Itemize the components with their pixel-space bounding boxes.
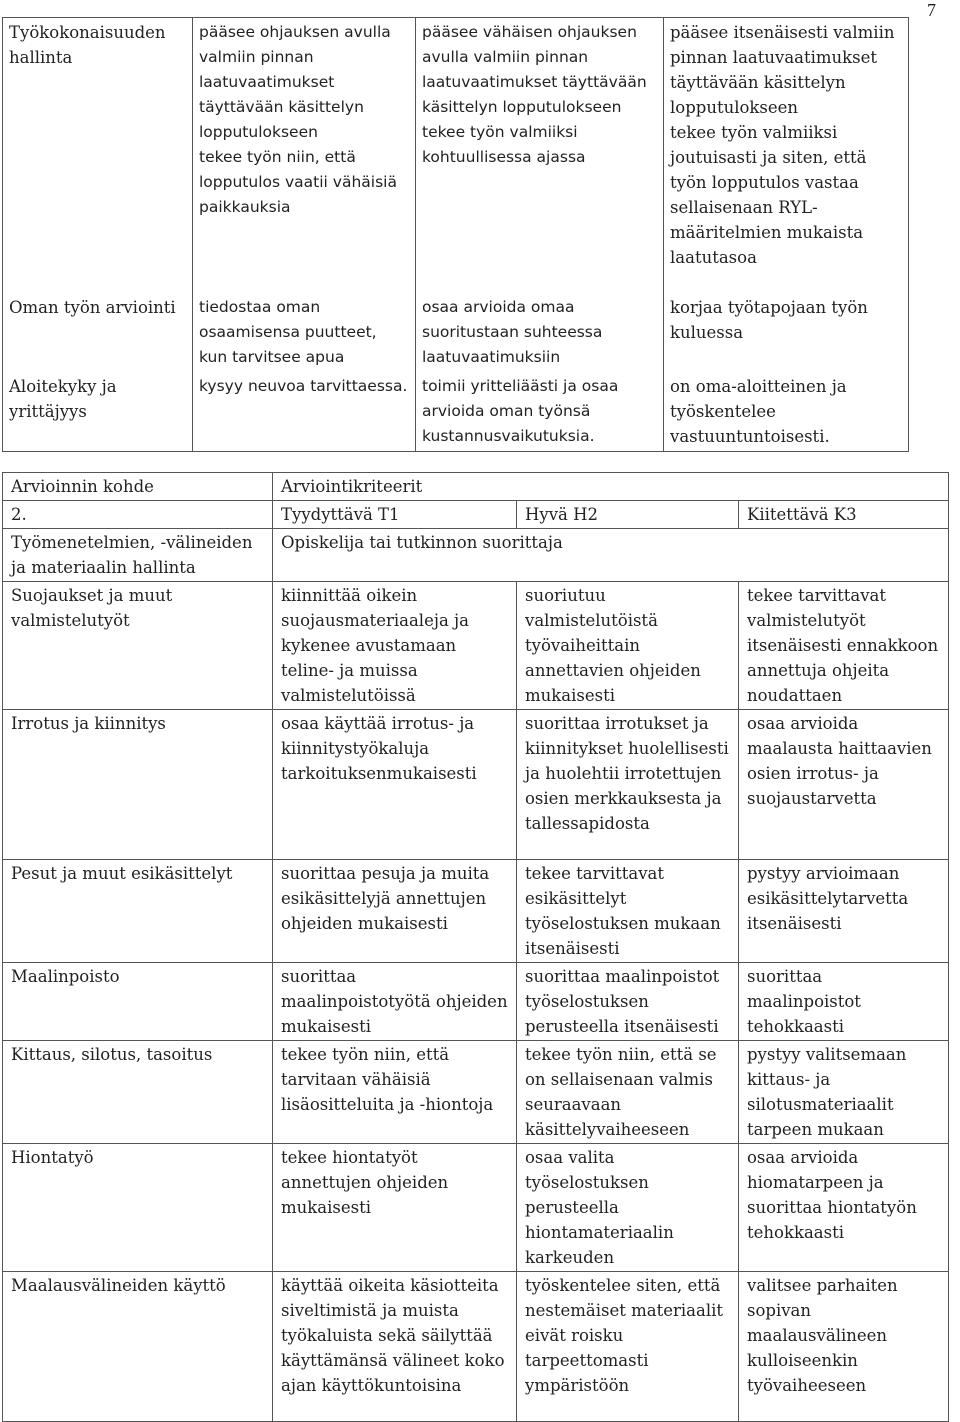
table-row	[3, 1144, 949, 1272]
table-row	[3, 18, 909, 293]
criteria-t1: suorittaa pesuja ja muita esikäsittelyjä annettujen ohjeiden mukaisesti	[273, 860, 517, 963]
criteria-h2: tekee työn niin, että se on sellaisenaan valmis seuraavaan käsittelyvaiheeseen	[517, 1041, 739, 1144]
criteria-k3: pystyy valitsemaan kittaus- ja silotusmateriaalit tarpeen mukaan	[739, 1041, 949, 1144]
criteria-h2: suorittaa irrotukset ja kiinnitykset huolellisesti ja huolehtii irrotettujen osien merkkauksesta ja tallessapidosta	[517, 710, 739, 860]
criteria-t1: tekee hiontatyöt annettujen ohjeiden mukaisesti	[273, 1144, 517, 1272]
grade-k3-header: Kiitettävä K3	[739, 501, 949, 529]
table-row	[3, 582, 949, 710]
row-topic: Irrotus ja kiinnitys	[3, 710, 273, 860]
criteria-t1: kysyy neuvoa tarvittaessa.	[193, 372, 416, 452]
criteria-t1: pääsee ohjauksen avulla valmiin pinnan laatuvaatimukset täyttävään käsittelyn lopputulokseen tekee työn niin, että lopputulos vaatii vähäisiä paikkauksia	[193, 18, 416, 293]
row-topic: Maalinpoisto	[3, 963, 273, 1041]
row-topic: Kittaus, silotus, tasoitus	[3, 1041, 273, 1144]
criteria-h2: osaa valita työselostuksen perusteella hiontamateriaalin karkeuden	[517, 1144, 739, 1272]
row-topic: Aloitekyky ja yrittäjyys	[3, 372, 193, 452]
criteria-h2: tekee tarvittavat esikäsittelyt työselostuksen mukaan itsenäisesti	[517, 860, 739, 963]
header-row	[3, 473, 949, 501]
row-topic: Suojaukset ja muut valmistelutyöt	[3, 582, 273, 710]
row-topic: Maalausvälineiden käyttö	[3, 1272, 273, 1422]
assessment-criteria-header: Arviointikriteerit	[273, 473, 949, 501]
table-row	[3, 710, 949, 860]
criteria-t1: suorittaa maalinpoistotyötä ohjeiden mukaisesti	[273, 963, 517, 1041]
criteria-t1: käyttää oikeita käsiotteita siveltimistä ja muista työkaluista sekä säilyttää käyttämänsä välineet koko ajan käyttökuntoisina	[273, 1272, 517, 1422]
criteria-k3: suorittaa maalinpoistot tehokkaasti	[739, 963, 949, 1041]
table-row	[3, 963, 949, 1041]
criteria-t1: kiinnittää oikein suojausmateriaaleja ja kykenee avustamaan teline- ja muissa valmistelutöissä	[273, 582, 517, 710]
assessment-target-header: Arvioinnin kohde	[3, 473, 273, 501]
criteria-t1: tekee työn niin, että tarvitaan vähäisiä lisäositteluita ja -hiontoja	[273, 1041, 517, 1144]
page-number: 7	[927, 0, 936, 20]
table-row	[3, 1041, 949, 1144]
criteria-k3: pääsee itsenäisesti valmiin pinnan laatuvaatimukset täyttävään käsittelyn lopputulokseen tekee työn valmiiksi joutuisasti ja siten, että työn lopputulos vastaa sellaisenaan RYL-määritelmien mukaista laatutasoa	[664, 18, 909, 293]
row-topic: Oman työn arviointi	[3, 293, 193, 372]
grade-header-row	[3, 501, 949, 529]
criteria-k3: tekee tarvittavat valmistelutyöt itsenäisesti ennakkoon annettuja ohjeita noudattaen	[739, 582, 949, 710]
criteria-h2: suorittaa maalinpoistot työselostuksen perusteella itsenäisesti	[517, 963, 739, 1041]
subject-label: Opiskelija tai tutkinnon suorittaja	[273, 529, 949, 582]
criteria-table-continued	[2, 17, 909, 452]
criteria-table-section-2	[2, 472, 949, 1422]
table-row	[3, 293, 909, 372]
criteria-k3: pystyy arvioimaan esikäsittelytarvetta itsenäisesti	[739, 860, 949, 963]
section-title: Työmenetelmien, -välineiden ja materiaalin hallinta	[3, 529, 273, 582]
row-topic: Työkokonaisuuden hallinta	[3, 18, 193, 293]
criteria-h2: toimii yritteliäästi ja osaa arvioida oman työnsä kustannusvaikutuksia.	[416, 372, 664, 452]
criteria-k3: valitsee parhaiten sopivan maalausvälineen kulloiseenkin työvaiheeseen	[739, 1272, 949, 1422]
criteria-h2: suoriutuu valmistelutöistä työvaiheittain annettavien ohjeiden mukaisesti	[517, 582, 739, 710]
table-row	[3, 372, 909, 452]
criteria-k3: on oma-aloitteinen ja työskentelee vastuuntuntoisesti.	[664, 372, 909, 452]
section-title-row	[3, 529, 949, 582]
table-row	[3, 1272, 949, 1422]
criteria-t1: tiedostaa oman osaamisensa puutteet, kun tarvitsee apua	[193, 293, 416, 372]
table-row	[3, 860, 949, 963]
criteria-h2: työskentelee siten, että nestemäiset materiaalit eivät roisku tarpeettomasti ympäristöön	[517, 1272, 739, 1422]
row-topic: Hiontatyö	[3, 1144, 273, 1272]
criteria-k3: osaa arvioida maalausta haittaavien osien irrotus- ja suojaustarvetta	[739, 710, 949, 860]
criteria-k3: osaa arvioida hiomatarpeen ja suorittaa hiontatyön tehokkaasti	[739, 1144, 949, 1272]
grade-t1-header: Tyydyttävä T1	[273, 501, 517, 529]
section-number: 2.	[3, 501, 273, 529]
criteria-t1: osaa käyttää irrotus- ja kiinnitystyökaluja tarkoituksenmukaisesti	[273, 710, 517, 860]
criteria-h2: pääsee vähäisen ohjauksen avulla valmiin pinnan laatuvaatimukset täyttävään käsittelyn lopputulokseen tekee työn valmiiksi kohtuullisessa ajassa	[416, 18, 664, 293]
row-topic: Pesut ja muut esikäsittelyt	[3, 860, 273, 963]
grade-h2-header: Hyvä H2	[517, 501, 739, 529]
criteria-h2: osaa arvioida omaa suoritustaan suhteessa laatuvaatimuksiin	[416, 293, 664, 372]
criteria-k3: korjaa työtapojaan työn kuluessa	[664, 293, 909, 372]
